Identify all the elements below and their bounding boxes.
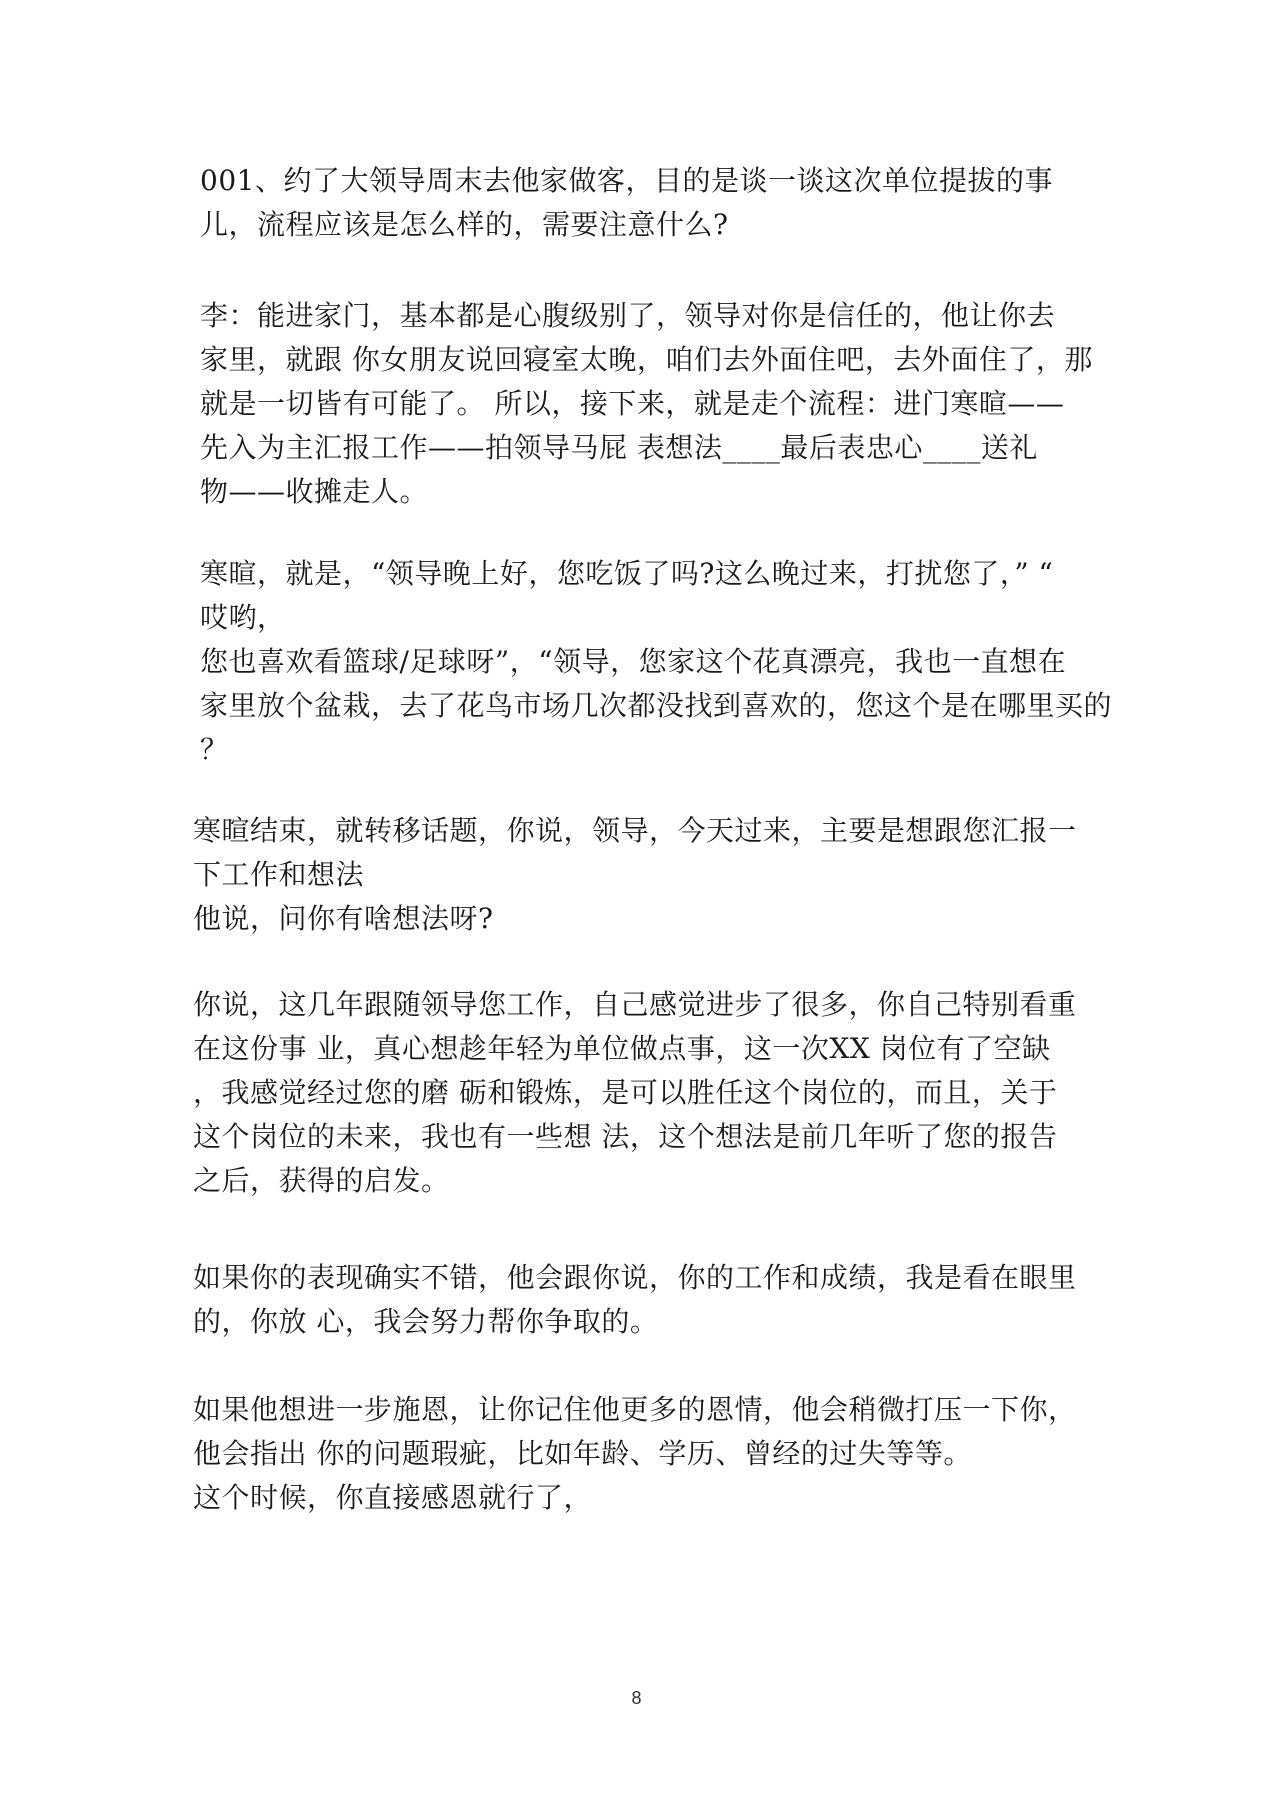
text-line: 他说，问你有啥想法呀? (193, 902, 494, 935)
paragraph-favor (193, 1388, 1077, 1520)
text-line: 寒暄，就是，“领导晚上好，您吃饭了吗?这么晚过来，打扰您了，” “ (200, 557, 1054, 590)
text-line: 家里放个盆栽，去了花鸟市场几次都没找到喜欢的，您这个是在哪里买的 (200, 689, 1113, 722)
text-line: 在这份事 业，真心想趁年轻为单位做点事，这一次XX 岗位有了空缺 (193, 1032, 1051, 1065)
text-line: 之后，获得的启发。 (193, 1164, 450, 1197)
paragraph-answer-intro (200, 294, 1093, 514)
text-line: 家里，就跟 你女朋友说回寝室太晚，咱们去外面住吧，去外面住了，那 (200, 343, 1093, 376)
text-line: 如果他想进一步施恩，让你记住他更多的恩情，他会稍微打压一下你， (193, 1393, 1077, 1426)
text-line: 001、约了大领导周末去他家做客，目的是谈一谈这次单位提拔的事 (200, 164, 1053, 197)
text-line: ，我感觉经过您的磨 砺和锻炼，是可以胜任这个岗位的，而且，关于 (193, 1076, 1058, 1109)
text-line: 这个岗位的未来，我也有一些想 法，这个想法是前几年听了您的报告 (193, 1120, 1058, 1153)
text-line: 如果你的表现确实不错，他会跟你说，你的工作和成绩，我是看在眼里 (193, 1261, 1077, 1294)
text-line: 李：能进家门，基本都是心腹级别了，领导对你是信任的，他让你去 (200, 299, 1056, 332)
paragraph-report (193, 983, 1077, 1203)
paragraph-question (200, 159, 1053, 247)
text-line: 这个时候，你直接感恩就行了， (193, 1481, 593, 1514)
page-number: 8 (631, 1688, 642, 1708)
paragraph-response (193, 1256, 1077, 1344)
text-line: 先入为主汇报工作——拍领导马屁 表想法____最后表忠心____送礼 (200, 431, 1038, 464)
text-line: 物——收摊走人。 (200, 475, 429, 508)
paragraph-greeting (200, 552, 1112, 772)
paragraph-topic-change (193, 809, 1077, 941)
text-line: 儿，流程应该是怎么样的，需要注意什么? (200, 208, 729, 241)
text-line: 的，你放 心，我会努力帮你争取的。 (193, 1305, 659, 1338)
text-line: 寒暄结束，就转移话题，你说，领导，今天过来，主要是想跟您汇报一 (193, 814, 1077, 847)
text-line: 他会指出 你的问题瑕疵，比如年龄、学历、曾经的过失等等。 (193, 1437, 972, 1470)
text-line: 你说，这几年跟随领导您工作，自己感觉进步了很多，你自己特别看重 (193, 988, 1077, 1021)
text-line: 您也喜欢看篮球/足球呀”，“领导，您家这个花真漂亮，我也一直想在 (200, 645, 1067, 678)
text-line: 就是一切皆有可能了。 所以，接下来，就是走个流程：进门寒暄—— (200, 387, 1065, 420)
text-line: 哎哟， (200, 601, 286, 634)
text-line: 下工作和想法 (193, 858, 365, 891)
text-line: ？ (200, 733, 229, 766)
